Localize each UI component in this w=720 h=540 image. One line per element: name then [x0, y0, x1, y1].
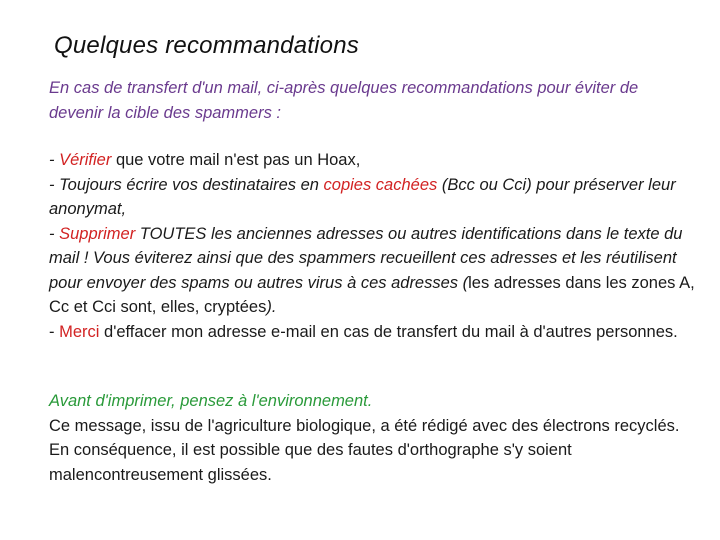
item-text: TOUTES les anciennes adresses ou autres identifications dans le texte du mail ! Vous éviterez ainsi que des spammers recueillent ces adresses et les réutilisent pour envoyer des spams ou autres virus à ces adresses (	[49, 224, 683, 292]
highlight-thanks: Merci	[59, 322, 100, 341]
highlight-delete: Supprimer	[59, 224, 136, 243]
highlight-verify: Vérifier	[59, 151, 112, 169]
intro-paragraph: En cas de transfert d'un mail, ci-après quelques recommandations pour éviter de devenir la cible des spammers :	[49, 79, 639, 122]
item-text: d'effacer mon adresse e-mail en cas de transfert du mail à d'autres personnes.	[99, 322, 678, 341]
recommendation-item-thanks	[49, 320, 699, 345]
item-prefix: -	[49, 322, 60, 341]
item-end: ).	[266, 298, 277, 316]
item-prefix: -	[49, 224, 60, 243]
recommendation-item-verify	[49, 148, 699, 173]
footer-body: Ce message, issu de l'agriculture biologique, a été rédigé avec des électrons recyclés. En conséquence, il est possible que des fautes d'orthographe s'y soient malencontreusement glissées.	[49, 416, 680, 484]
item-text: que votre mail n'est pas un Hoax,	[111, 151, 361, 169]
recommendation-item-bcc	[49, 173, 699, 222]
footer-note	[49, 389, 699, 487]
item-text: (Bcc ou Cci) pour préserver leur anonymat,	[49, 175, 676, 218]
footer-heading: Avant d'imprimer, pensez à l'environnement.	[49, 392, 373, 410]
recommendation-item-delete	[49, 222, 699, 320]
item-prefix: -	[49, 151, 60, 169]
recommendations-list	[49, 148, 699, 344]
item-text: - Toujours écrire vos destinataires en	[49, 175, 324, 194]
highlight-hidden-copies: copies cachées	[323, 175, 438, 194]
item-note: les adresses dans les zones A, Cc et Cci sont, elles, cryptées	[49, 273, 695, 316]
page-title: Quelques recommandations	[54, 32, 359, 59]
